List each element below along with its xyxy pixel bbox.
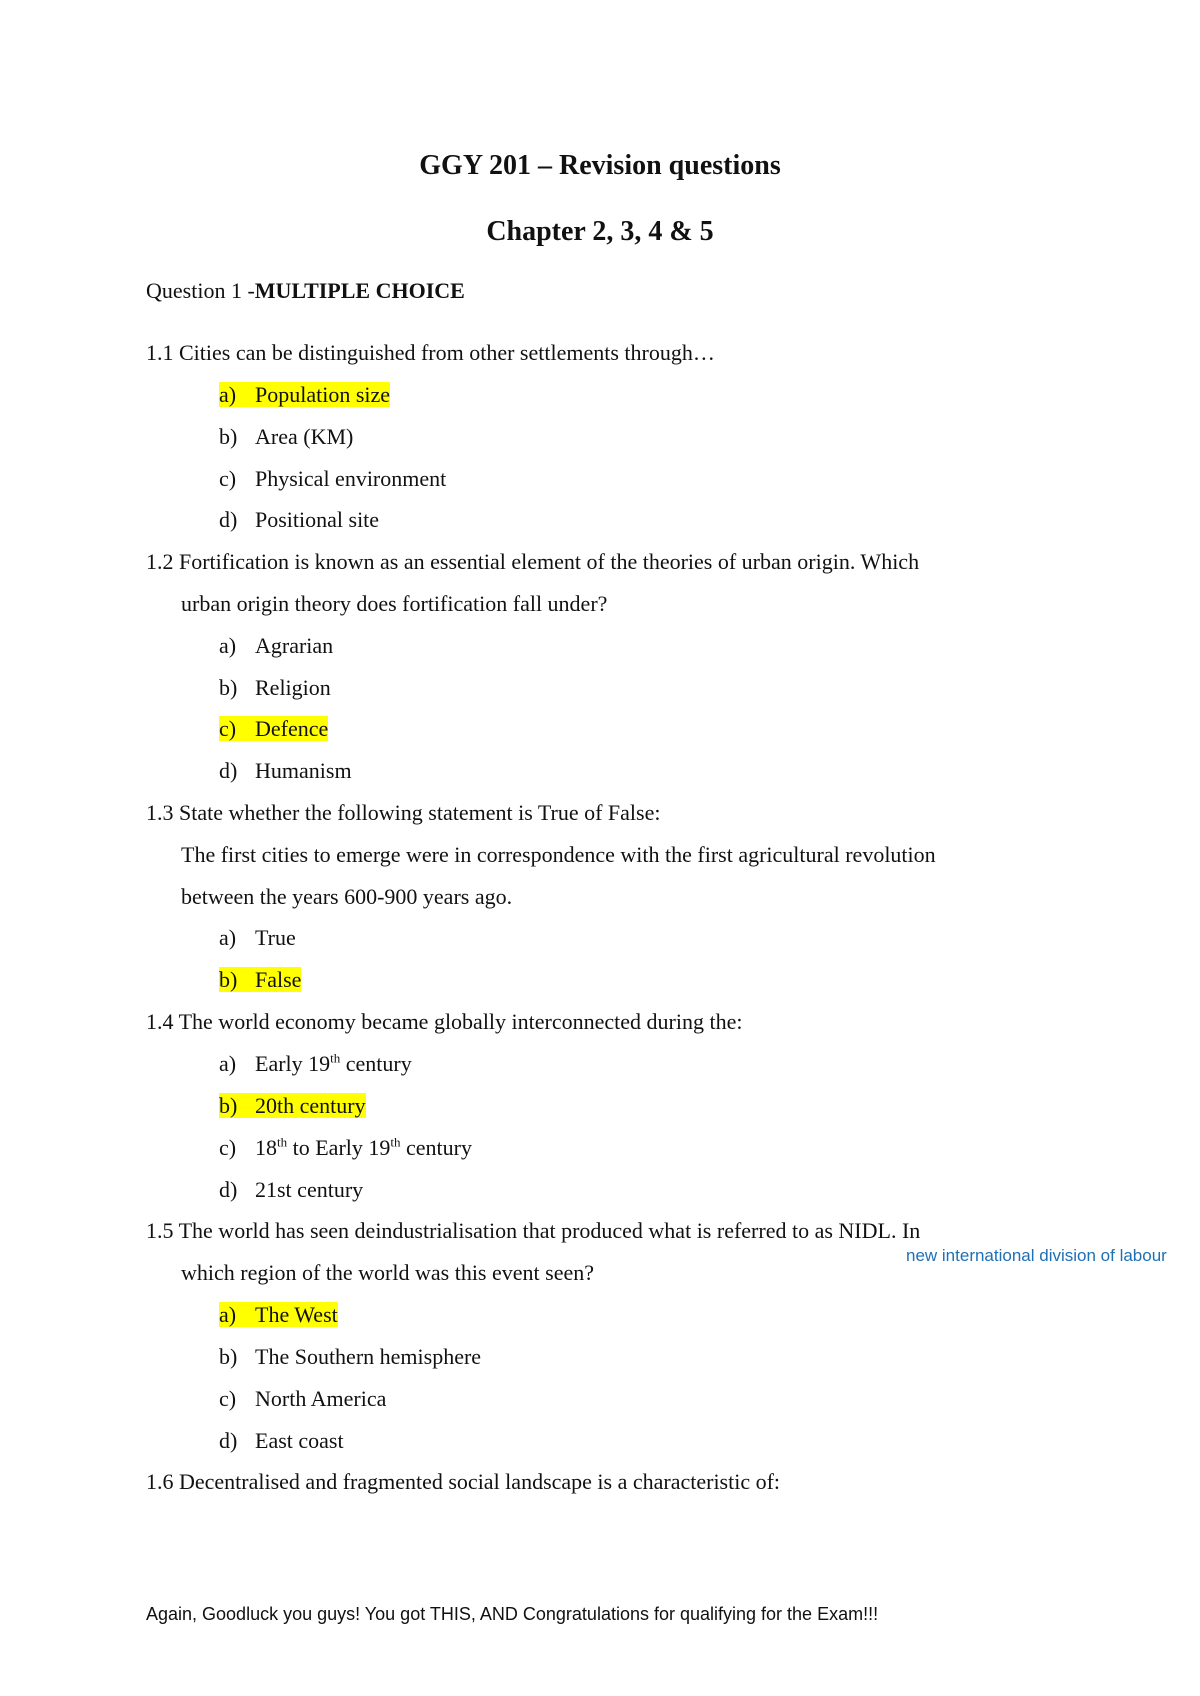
option-letter: d)	[219, 1177, 238, 1202]
option-text: Physical environment	[255, 466, 447, 491]
question-1-5-line-2: which region of the world was this event seen?	[181, 1260, 594, 1285]
option-1-2-d	[219, 757, 352, 785]
option-1-5-b	[219, 1343, 481, 1371]
option-text: North America	[255, 1386, 387, 1411]
option-1-5-a	[219, 1301, 338, 1329]
option-1-1-b	[219, 423, 353, 451]
option-letter: a)	[219, 382, 237, 407]
option-letter: c)	[219, 1135, 237, 1160]
option-1-4-a	[219, 1050, 412, 1078]
question-1-4: 1.4 The world economy became globally interconnected during the:	[146, 1009, 743, 1034]
option-letter: d)	[219, 1428, 238, 1453]
option-1-3-b	[219, 966, 301, 994]
option-text: True	[255, 925, 296, 950]
option-text: Agrarian	[255, 633, 334, 658]
option-1-1-c	[219, 465, 446, 493]
superscript: th	[277, 1134, 288, 1150]
section-heading	[146, 277, 465, 305]
option-letter: a)	[219, 925, 237, 950]
option-text-pre: Early 19	[255, 1051, 331, 1076]
question-1-3-line-3: between the years 600-900 years ago.	[181, 884, 513, 909]
option-letter: b)	[219, 1344, 238, 1369]
option-1-2-c	[219, 715, 328, 743]
option-1-2-b	[219, 674, 331, 702]
option-text-post: century	[400, 1135, 472, 1160]
option-text: East coast	[255, 1428, 344, 1453]
question-1-1: 1.1 Cities can be distinguished from other settlements through…	[146, 340, 715, 365]
option-text: The Southern hemisphere	[255, 1344, 482, 1369]
option-text: False	[255, 967, 302, 992]
option-letter: c)	[219, 1386, 237, 1411]
section-title: MULTIPLE CHOICE	[254, 278, 465, 303]
document-title: GGY 201 – Revision questions	[419, 150, 781, 181]
option-text: The West	[255, 1302, 338, 1327]
option-letter: d)	[219, 507, 238, 532]
option-1-4-d	[219, 1176, 363, 1204]
option-text: Defence	[255, 716, 329, 741]
option-letter: a)	[219, 1051, 237, 1076]
option-letter: d)	[219, 758, 238, 783]
option-1-1-d	[219, 506, 379, 534]
superscript: th	[330, 1050, 341, 1066]
option-text: 21st century	[255, 1177, 364, 1202]
option-text: Positional site	[255, 507, 380, 532]
question-1-5-line-1: 1.5 The world has seen deindustrialisation that produced what is referred to as NIDL. In	[146, 1218, 921, 1243]
option-letter: a)	[219, 1302, 237, 1327]
margin-comment: new international division of labour	[906, 1246, 1167, 1265]
option-letter: a)	[219, 633, 237, 658]
option-1-2-a	[219, 632, 333, 660]
option-1-5-c	[219, 1385, 386, 1413]
option-letter: b)	[219, 424, 238, 449]
question-1-2-line-1: 1.2 Fortification is known as an essential element of the theories of urban origin. Which	[146, 549, 920, 574]
option-text: Religion	[255, 675, 331, 700]
question-1-2-line-2: urban origin theory does fortification fall under?	[181, 591, 608, 616]
option-letter: b)	[219, 967, 238, 992]
superscript: th	[390, 1134, 401, 1150]
section-prefix: Question 1 -	[146, 278, 255, 303]
option-1-3-a	[219, 924, 296, 952]
question-1-3-line-1: 1.3 State whether the following statement is True of False:	[146, 800, 661, 825]
option-text: 20th century	[255, 1093, 366, 1118]
question-1-6: 1.6 Decentralised and fragmented social landscape is a characteristic of:	[146, 1469, 781, 1494]
option-letter: b)	[219, 675, 238, 700]
question-1-3-line-2: The first cities to emerge were in correspondence with the first agricultural revolution	[181, 842, 936, 867]
option-text-mid: to Early 19	[287, 1135, 391, 1160]
page-footer: Again, Goodluck you guys! You got THIS, AND Congratulations for qualifying for the Exam!!!	[146, 1604, 879, 1624]
option-1-4-b	[219, 1092, 366, 1120]
option-text: Population size	[255, 382, 391, 407]
option-letter: c)	[219, 466, 237, 491]
option-letter: c)	[219, 716, 237, 741]
option-text-post: century	[340, 1051, 412, 1076]
option-1-4-c	[219, 1134, 472, 1162]
option-text: Area (KM)	[255, 424, 354, 449]
option-1-5-d	[219, 1427, 344, 1455]
option-1-1-a	[219, 381, 390, 409]
option-text-pre: 18	[255, 1135, 277, 1160]
document-subtitle: Chapter 2, 3, 4 & 5	[486, 216, 714, 247]
option-text: Humanism	[255, 758, 352, 783]
option-letter: b)	[219, 1093, 238, 1118]
